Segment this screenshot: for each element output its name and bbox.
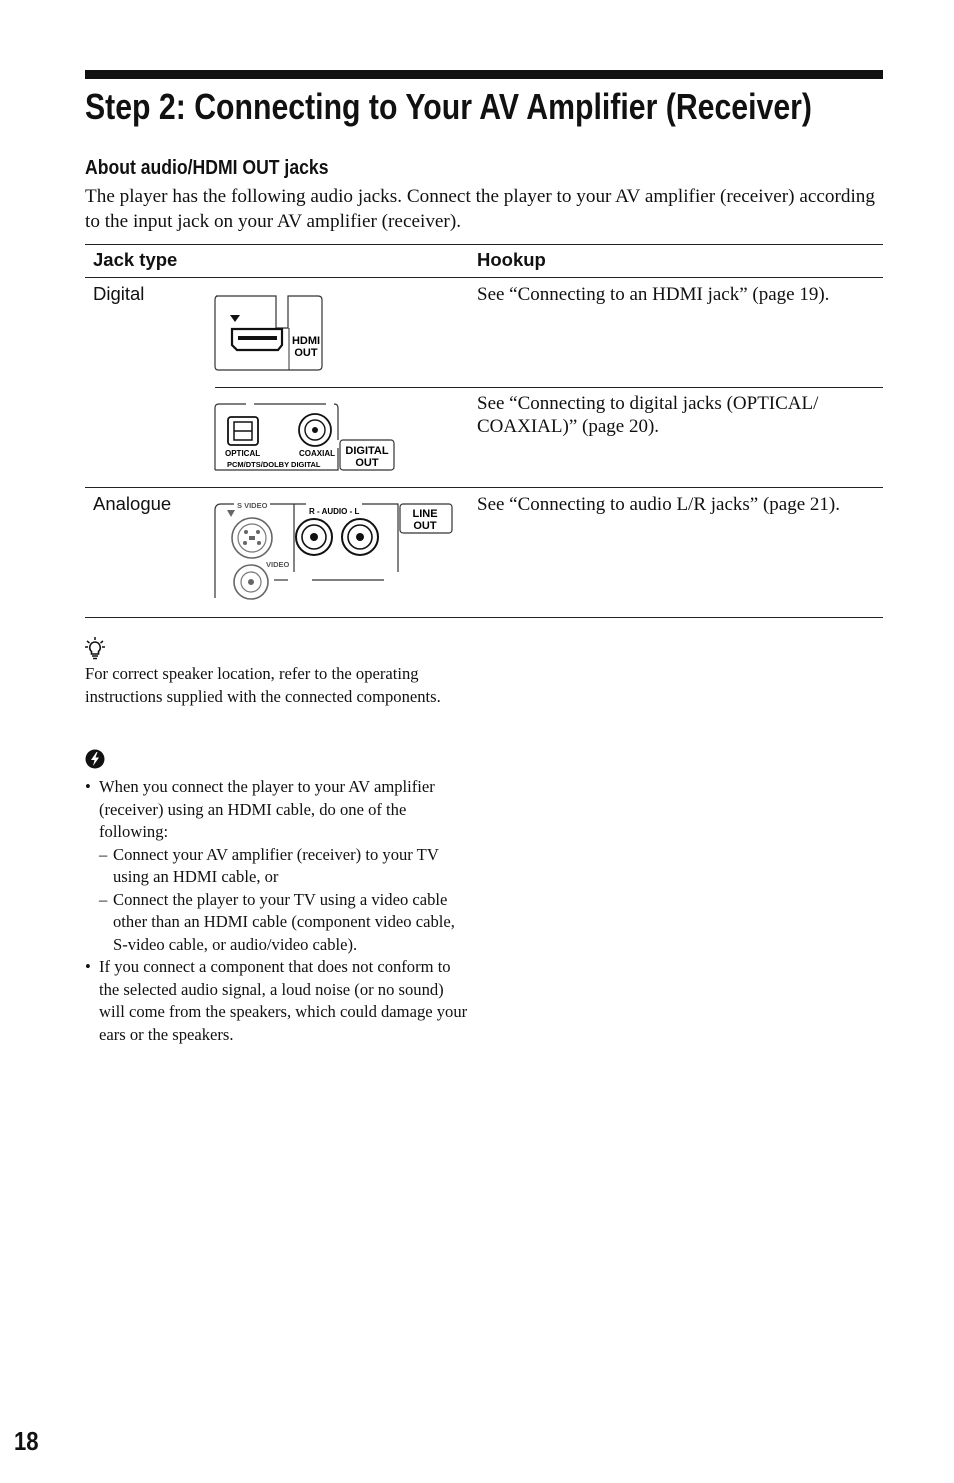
line-badge-line1: LINE	[412, 508, 438, 520]
hdmi-label-line1: HDMI	[291, 335, 321, 347]
audio-label: R - AUDIO - L	[309, 507, 360, 516]
hookup-hdmi: See “Connecting to an HDMI jack” (page 19).	[477, 284, 830, 305]
hookup-optical-coaxial-line1: See “Connecting to digital jacks (OPTICAL/	[477, 393, 819, 414]
digital-badge-line1: DIGITAL	[345, 445, 389, 457]
optical-label: OPTICAL	[225, 449, 261, 458]
note-dash-1	[85, 844, 470, 889]
jack-type-digital: Digital	[93, 283, 145, 304]
row-divider-digital	[215, 387, 883, 388]
lightbulb-icon	[85, 636, 105, 660]
note-bullet-2: • If you connect a component that does not conform to the selected audio signal, a loud noise (or no sound) will come from the speakers, which could damage your ears or the speakers.	[85, 956, 470, 1046]
line-out-jacks-diagram	[210, 498, 460, 602]
column-header-jack-type: Jack type	[93, 249, 178, 270]
column-header-hookup: Hookup	[477, 249, 546, 270]
note-icon	[85, 749, 105, 769]
video-label: VIDEO	[266, 560, 290, 569]
note-bullet-1: • When you connect the player to your AV amplifier (receiver) using an HDMI cable, do one of the following:	[85, 776, 470, 844]
intro-paragraph: The player has the following audio jacks. Connect the player to your AV amplifier (receiver) according to the input jack on your AV amplifier (receiver).	[85, 186, 875, 232]
dash-mark: –	[99, 889, 108, 909]
line-badge-line2: OUT	[413, 520, 437, 532]
note-dash-2-text: Connect the player to your TV using a video cable other than an HDMI cable (component video cable, S-video cable, or audio/video cable).	[113, 889, 455, 954]
hdmi-out-jack-diagram	[210, 292, 330, 374]
tip-text: For correct speaker location, refer to the operating instructions supplied with the connected components.	[85, 664, 441, 706]
svideo-label: S VIDEO	[237, 501, 268, 510]
jack-type-analogue: Analogue	[93, 493, 172, 514]
coaxial-label: COAXIAL	[299, 449, 335, 458]
digital-badge-line2: OUT	[355, 457, 379, 469]
hdmi-label-line2: OUT	[294, 347, 318, 359]
svideo-marker-icon	[227, 510, 235, 517]
hookup-optical-coaxial-line2: COAXIAL)” (page 20).	[477, 416, 660, 437]
title-rule	[85, 70, 883, 79]
table-header-rule	[85, 277, 883, 278]
page-number: 18	[14, 1426, 39, 1456]
hookup-analogue: See “Connecting to audio L/R jacks” (page 21).	[477, 494, 841, 515]
section-heading: About audio/HDMI OUT jacks	[85, 157, 329, 179]
format-label: PCM/DTS/DOLBY DIGITAL	[227, 460, 321, 469]
note-block	[85, 749, 470, 1046]
note-dash-1-text: Connect your AV amplifier (receiver) to your TV using an HDMI cable, or	[113, 844, 439, 886]
digital-out-jacks-diagram	[210, 400, 400, 474]
row-divider-analogue	[85, 487, 883, 488]
tip-block	[85, 636, 470, 708]
table-top-rule	[85, 244, 883, 245]
table-bottom-rule	[85, 617, 883, 618]
hookup-optical-coaxial	[477, 392, 877, 438]
triangle-marker-icon	[230, 315, 240, 322]
note-dash-2	[85, 889, 470, 957]
page-title: Step 2: Connecting to Your AV Amplifier (Receiver)	[85, 86, 812, 127]
dash-mark: –	[99, 844, 108, 864]
